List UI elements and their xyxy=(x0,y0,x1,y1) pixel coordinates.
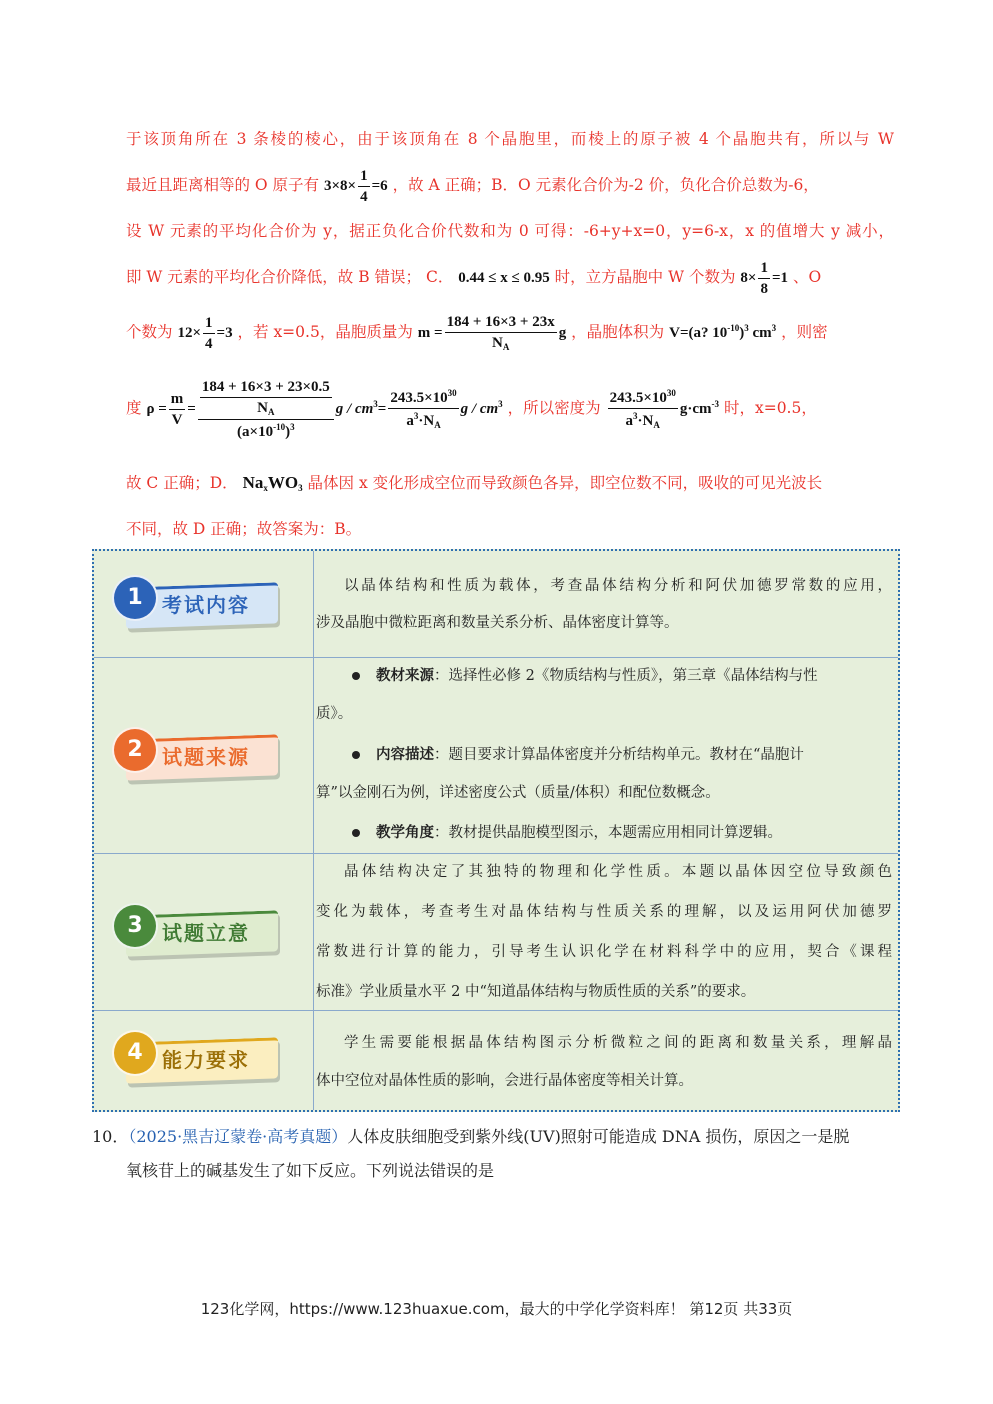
math-term: (a×10 xyxy=(237,423,274,440)
explanation-line-1: 于该顶角所在 3 条棱的棱心，由于该顶角在 8 个晶胞里，而棱上的原子被 4 个晶胞共有，所以与 W xyxy=(126,130,894,148)
subscript: A xyxy=(653,420,660,431)
math-term: ρ = xyxy=(146,401,167,417)
column-divider xyxy=(313,1010,314,1110)
text: 时，立方晶胞中 W 个数为 xyxy=(554,268,736,286)
panel-row-question-source xyxy=(94,657,898,854)
superscript: 3 xyxy=(633,411,638,422)
column-divider xyxy=(313,657,314,853)
inner-fraction xyxy=(200,380,332,417)
subscript: A xyxy=(267,406,275,417)
denominator xyxy=(388,409,458,430)
superscript: 30 xyxy=(447,388,457,399)
bullet-item xyxy=(316,818,782,848)
content-line: 标准》学业质量水平 2 中“知道晶体结构与物质性质的关系”的要求。 xyxy=(316,984,756,1000)
math-term: =3 xyxy=(216,325,233,341)
content-line: 质》。 xyxy=(316,706,353,722)
unit: g xyxy=(558,325,567,341)
superscript: 3 xyxy=(744,323,749,333)
bullet-text: ：教材提供晶胞模型图示，本题需应用相同计算逻辑。 xyxy=(434,825,782,841)
bullet-text: ：题目要求计算晶体密度并分析结构单元。教材在“晶胞计 xyxy=(434,747,804,763)
number-badge-3-icon: 3 xyxy=(112,903,158,949)
math-term: ·N xyxy=(637,413,654,430)
superscript: 3 xyxy=(373,399,378,409)
fraction xyxy=(388,389,458,430)
superscript: -3 xyxy=(711,399,720,409)
bullet-key: 内容描述 xyxy=(376,746,434,763)
explanation-line-7 xyxy=(126,468,822,498)
superscript: 30 xyxy=(666,388,676,399)
panel-row-question-intent xyxy=(94,853,898,1011)
denominator: V xyxy=(171,411,183,428)
text: 晶体因 x 变化形成空位而导致颜色各异，即空位数不同，吸收的可见光波长 xyxy=(307,474,823,492)
panel-row-exam-content xyxy=(94,551,898,658)
content-line: 体中空位对晶体性质的影响，会进行晶体密度等相关计算。 xyxy=(316,1073,693,1089)
superscript: 3 xyxy=(498,399,503,409)
section-tag-1 xyxy=(112,575,282,631)
text: ，晶胞体积为 xyxy=(571,323,665,341)
math-term: 12× xyxy=(177,325,202,341)
content-line: 涉及晶胞中微粒距离和数量关系分析、晶体密度计算等。 xyxy=(316,615,679,631)
numerator: 1 xyxy=(358,169,370,187)
panel-row-ability-requirement xyxy=(94,1010,898,1110)
bullet-dot-icon xyxy=(352,829,360,837)
fraction xyxy=(608,389,678,430)
math-term: a xyxy=(625,413,634,430)
page-footer: 123化学网，https://www.123huaxue.com，最大的中学化学资料库！ 第12页 共33页 xyxy=(200,1300,793,1318)
explanation-line-2 xyxy=(126,165,819,205)
numerator xyxy=(388,389,458,409)
math-term: =6 xyxy=(371,178,388,194)
section-tag-2 xyxy=(112,727,282,783)
numerator: 1 xyxy=(758,261,770,279)
section-tag-4 xyxy=(112,1030,282,1086)
column-divider xyxy=(313,853,314,1010)
section-label: 试题来源 xyxy=(162,745,250,769)
subscript: A xyxy=(502,342,510,353)
numerator xyxy=(608,389,678,409)
numerator: 1 xyxy=(203,316,215,334)
math-term: 8× xyxy=(740,270,757,286)
math-term: ) xyxy=(285,423,291,440)
number-badge-4-icon: 4 xyxy=(112,1030,158,1076)
text: 个数为 xyxy=(126,323,173,341)
bullet-key: 教材来源 xyxy=(376,667,434,684)
numerator: m xyxy=(169,392,186,410)
section-label: 试题立意 xyxy=(162,921,250,945)
bullet-dot-icon xyxy=(352,672,360,680)
math-term: 3×8× xyxy=(324,178,357,194)
superscript: 3 xyxy=(290,421,295,432)
content-line: 学生需要能根据晶体结构图示分析微粒之间的距离和数量关系，理解晶 xyxy=(344,1035,892,1051)
math-term: ) xyxy=(739,325,745,341)
math-term: 243.5×10 xyxy=(609,390,667,407)
math-term: Na xyxy=(242,473,264,492)
question-line-1 xyxy=(92,1122,849,1152)
text: ，若 x=0.5，晶胞质量为 xyxy=(237,323,413,341)
fraction xyxy=(358,169,370,205)
unit: g / cm xyxy=(460,401,499,417)
text: 即 W 元素的平均化合价降低，故 B 错误； C． xyxy=(126,268,454,286)
question-number: 10． xyxy=(92,1127,129,1146)
denominator: 8 xyxy=(760,280,768,297)
math-term: 243.5×10 xyxy=(390,390,448,407)
text: 最近且距离相等的 O 原子有 xyxy=(126,176,320,194)
chemical-formula xyxy=(243,473,303,492)
text: ，所以密度为 xyxy=(507,399,601,417)
text: ，故 A 正确；B．O 元素化合价为-2 价，负化合价总数为-6， xyxy=(392,176,819,194)
math-expression xyxy=(177,314,233,352)
unit: g·cm xyxy=(679,401,712,417)
explanation-line-5 xyxy=(126,305,828,351)
content-line: 变化为载体，考查考生对晶体结构与性质关系的理解，以及运用阿伏加德罗 xyxy=(316,904,892,920)
explanation-line-6 xyxy=(126,364,817,444)
content-line: 常数进行计算的能力，引导考生认识化学在材料科学中的应用，契合《课程 xyxy=(316,944,892,960)
bullet-text: ：选择性必修 2《物质结构与性质》，第三章《晶体结构与性 xyxy=(434,668,818,684)
section-tag-3 xyxy=(112,903,282,959)
numerator: 184 + 16×3 + 23x xyxy=(445,315,557,333)
content-line: 算”以金刚石为例，详述密度公式（质量/体积）和配位数概念。 xyxy=(316,785,720,801)
explanation-line-8: 不同，故 D 正确；故答案为：B。 xyxy=(126,520,362,538)
fraction xyxy=(758,261,770,297)
text: 、O xyxy=(792,268,822,286)
subscript: x xyxy=(263,483,268,493)
number-badge-1-icon: 1 xyxy=(112,575,158,621)
question-source: （2025·黑吉辽蒙卷·高考真题） xyxy=(128,1127,348,1146)
bullet-item xyxy=(316,740,804,770)
denominator xyxy=(198,420,334,440)
text: 故 C 正确；D． xyxy=(126,474,238,492)
question-text: 人体皮肤细胞受到紫外线(UV)照射可能造成 DNA 损伤，原因之一是脱 xyxy=(347,1127,850,1146)
numerator xyxy=(198,380,334,420)
math-expression xyxy=(324,167,388,205)
analysis-panel xyxy=(92,549,900,1112)
math-term: m = xyxy=(417,325,443,341)
math-expression xyxy=(740,259,789,297)
text: 度 xyxy=(126,399,142,417)
math-term: a xyxy=(406,413,414,430)
denominator: 4 xyxy=(205,335,213,352)
text: 时，x=0.5， xyxy=(723,399,817,417)
unit: g / cm xyxy=(335,401,374,417)
denominator xyxy=(608,409,678,430)
bullet-dot-icon xyxy=(352,751,360,759)
numerator: 184 + 16×3 + 23×0.5 xyxy=(200,380,332,398)
fraction xyxy=(203,316,215,352)
denominator: 4 xyxy=(360,188,368,205)
math-inequality: 0.44 ≤ x ≤ 0.95 xyxy=(458,270,550,286)
unit: cm xyxy=(752,325,772,341)
subscript: 3 xyxy=(298,483,303,493)
explanation-line-3: 设 W 元素的平均化合价为 y，据正负化合价代数和为 0 可得：-6+y+x=0，y=6-x，x 的值增大 y 减小， xyxy=(126,222,894,240)
math-term: N xyxy=(491,335,503,352)
superscript: 3 xyxy=(413,411,419,422)
column-divider xyxy=(313,551,314,657)
section-label: 考试内容 xyxy=(162,593,250,617)
math-term: =1 xyxy=(771,270,789,286)
math-term: WO xyxy=(267,473,299,492)
volume-formula xyxy=(669,325,776,341)
math-term: = xyxy=(377,401,387,417)
text: ，则密 xyxy=(781,323,828,341)
superscript: -10 xyxy=(273,421,286,432)
question-line-2: 氧核苷上的碱基发生了如下反应。下列说法错误的是 xyxy=(126,1161,495,1180)
subscript: A xyxy=(434,420,441,431)
content-line: 以晶体结构和性质为载体，考查晶体结构分析和阿伏加德罗常数的应用， xyxy=(344,578,892,594)
math-term: = xyxy=(187,401,196,417)
explanation-line-4 xyxy=(126,257,821,297)
denominator xyxy=(200,398,332,417)
number-badge-2-icon: 2 xyxy=(112,727,158,773)
math-term: V=(a? 10 xyxy=(669,325,728,341)
superscript: 3 xyxy=(771,323,777,333)
fraction xyxy=(445,315,557,352)
bullet-item xyxy=(316,661,818,691)
compound-fraction xyxy=(198,380,334,440)
superscript: -10 xyxy=(727,323,740,333)
math-term: ·N xyxy=(418,413,435,430)
math-term: N xyxy=(257,399,268,416)
fraction xyxy=(169,392,186,428)
section-label: 能力要求 xyxy=(162,1048,250,1072)
denominator xyxy=(445,333,557,352)
content-line: 晶体结构决定了其独特的物理和化学性质。本题以晶体因空位导致颜色 xyxy=(344,864,892,880)
bullet-key: 教学角度 xyxy=(376,824,434,841)
